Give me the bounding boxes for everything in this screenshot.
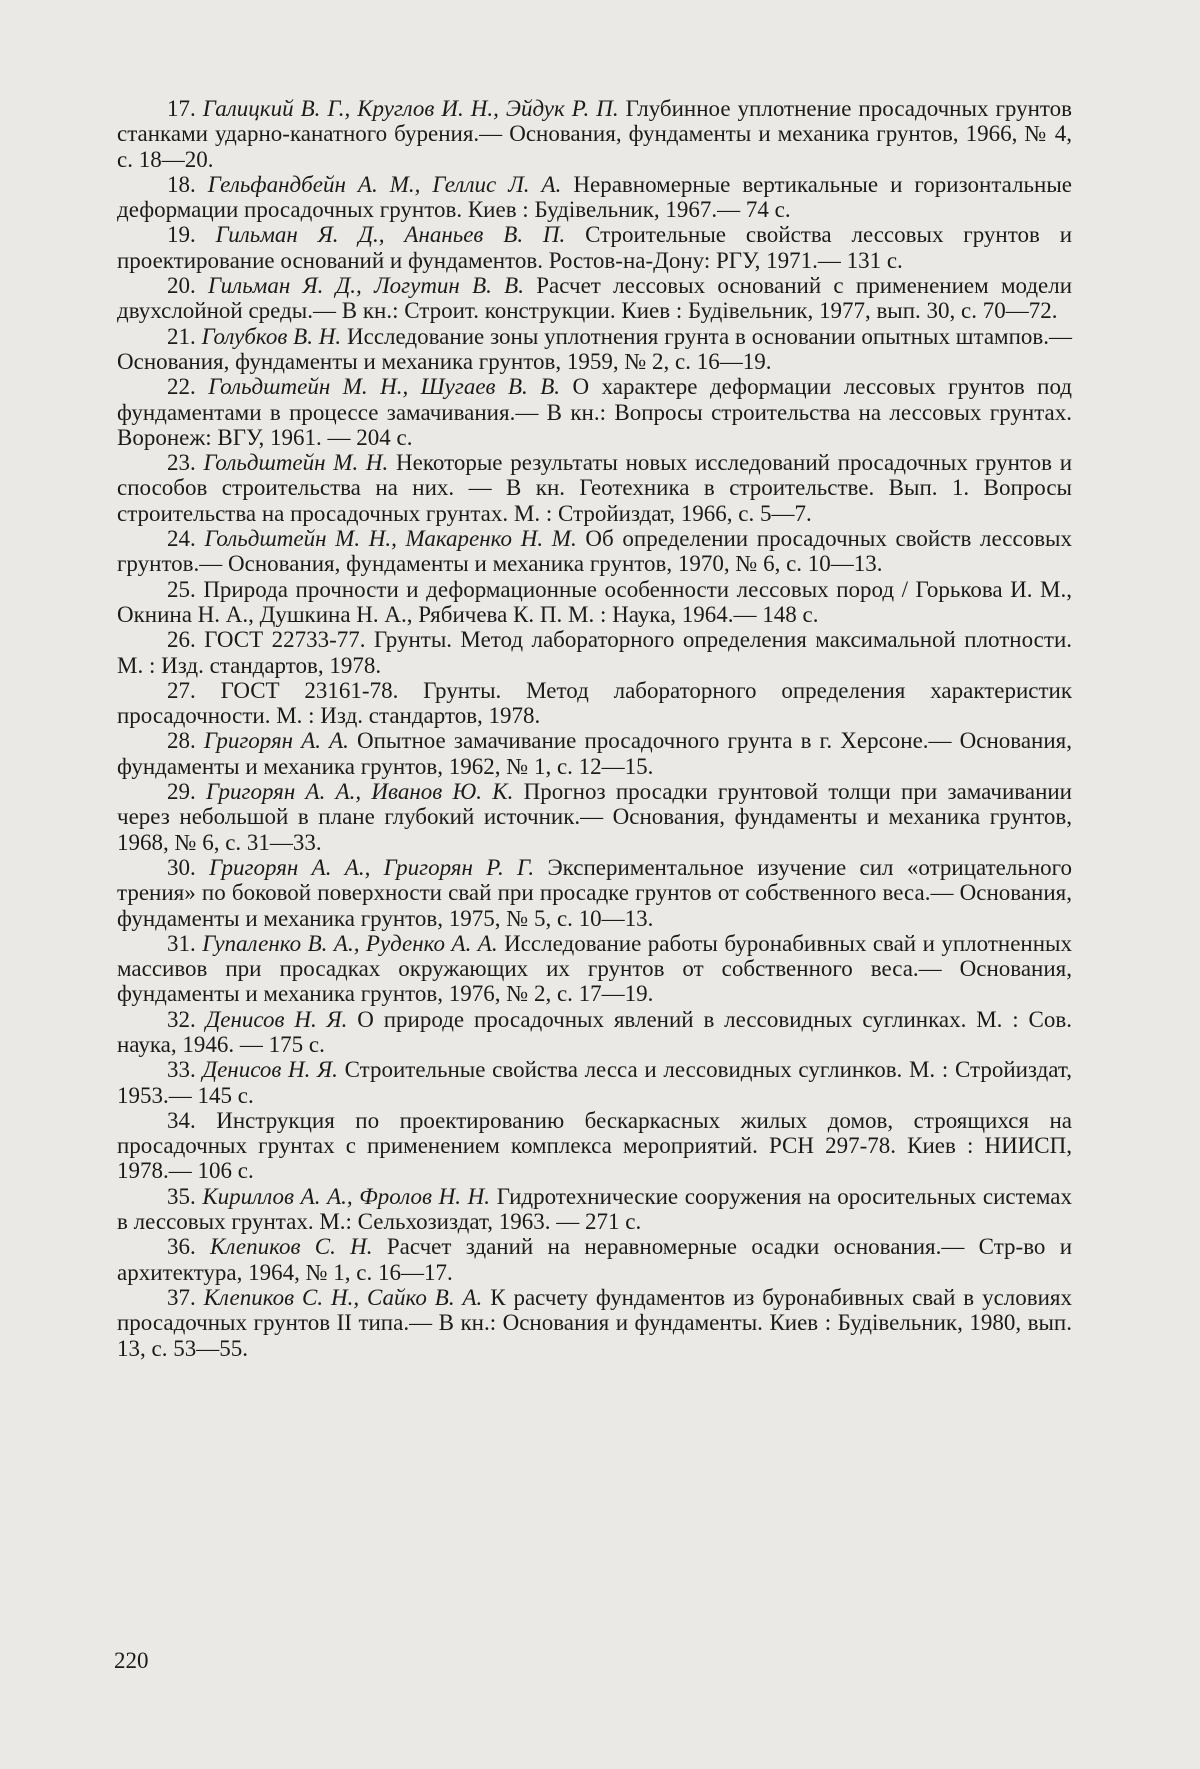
reference-number: 37. — [167, 1284, 196, 1310]
page-number: 220 — [114, 1648, 149, 1673]
reference-text: Опытное замачивание просадочного грунта в г. Херсоне.— Основания, фундаменты и механика грунтов, 1962, № 1, с. 12—15. — [117, 728, 1073, 779]
reference-number: 17. — [167, 96, 196, 121]
reference-authors: Гупаленко В. А., Руденко А. А. — [202, 930, 498, 956]
reference-entry — [117, 1108, 1072, 1184]
reference-entry — [117, 1184, 1072, 1235]
reference-number: 34. — [167, 1107, 196, 1133]
reference-entry — [117, 324, 1072, 375]
reference-number: 25. — [167, 576, 196, 602]
reference-text: ГОСТ 23161-78. Грунты. Метод лабораторного определения характеристик просадочности. М. : Изд. стандартов, 1978. — [117, 677, 1073, 729]
reference-authors: Гольдштейн М. Н. — [203, 450, 389, 476]
reference-authors: Гельфандбейн А. М., Геллис Л. А. — [207, 171, 562, 197]
reference-entry — [117, 1285, 1072, 1361]
reference-authors: Денисов Н. Я. — [202, 1057, 338, 1083]
reference-entry — [117, 627, 1072, 678]
reference-text: Экспериментальное изучение сил «отрицательного трения» по боковой поверхности свай при просадке грунтов от собственного веса.— Основания, фундаменты и механика грунтов, 1975, № 5, с. 10—13. — [117, 854, 1073, 931]
reference-text: Прогноз просадки грунтовой толщи при замачивании через небольшой в плане глубокий источник.— Основания, фундаменты и механика грунтов, 1968, № 6, с. 31—33. — [117, 779, 1072, 855]
reference-text: Неравномерные вертикальные и горизонтальные деформации просадочных грунтов. Киев : Будівельник, 1967.— 74 с. — [117, 171, 1073, 223]
reference-authors: Григорян А. А. — [203, 728, 349, 754]
reference-entry — [117, 855, 1072, 931]
reference-text: Расчет зданий на неравномерные осадки основания.— Стр-во и архитектура, 1964, № 1, с. 16—17. — [117, 1234, 1072, 1285]
reference-text: Гидротехнические сооружения на оросительных системах в лессовых грунтах. М.: Сельхозиздат, 1963. — 271 с. — [117, 1183, 1073, 1235]
reference-number: 35. — [167, 1183, 196, 1209]
reference-entry — [117, 1057, 1072, 1108]
reference-number: 30. — [167, 854, 196, 880]
reference-number: 20. — [167, 273, 196, 299]
reference-authors: Гильман Я. Д., Логутин В. В. — [208, 273, 524, 299]
reference-entry — [117, 1007, 1072, 1058]
reference-entry — [117, 273, 1072, 324]
reference-authors: Голубков В. Н. — [201, 323, 342, 349]
reference-entry — [117, 678, 1072, 729]
reference-authors: Клепиков С. Н., Сайко В. А. — [203, 1284, 483, 1310]
reference-entry — [117, 931, 1072, 1007]
reference-entry — [117, 526, 1072, 577]
reference-entry — [117, 1234, 1072, 1285]
reference-list — [117, 96, 1072, 1361]
reference-text: Исследование зоны уплотнения грунта в основании опытных штампов.— Основания, фундаменты и механика грунтов, 1959, № 2, с. 16—19. — [117, 323, 1073, 374]
reference-entry — [117, 577, 1072, 628]
reference-authors: Григорян А. А., Иванов Ю. К. — [206, 779, 514, 805]
reference-authors: Гольдштейн М. Н., Макаренко Н. М. — [204, 526, 577, 552]
reference-text: ГОСТ 22733-77. Грунты. Метод лабораторного определения максимальной плотности. М. : Изд. стандартов, 1978. — [117, 627, 1072, 678]
reference-text: Об определении просадочных свойств лессовых грунтов.— Основания, фундаменты и механика грунтов, 1970, № 6, с. 10—13. — [117, 526, 1073, 577]
reference-entry — [117, 374, 1072, 450]
reference-authors: Гильман Я. Д., Ананьев В. П. — [215, 222, 566, 248]
reference-text: К расчету фундаментов из буронабивных свай в условиях просадочных грунтов II типа.— В кн.: Основания и фундаменты. Киев : Будівельник, 1980, вып. 13, с. 53—55. — [117, 1284, 1073, 1361]
reference-authors: Клепиков С. Н. — [210, 1234, 373, 1260]
reference-number: 24. — [167, 526, 196, 552]
reference-authors: Денисов Н. Я. — [205, 1006, 348, 1032]
reference-number: 18. — [167, 171, 196, 197]
reference-number: 23. — [167, 450, 196, 476]
reference-number: 28. — [167, 728, 196, 754]
reference-number: 22. — [167, 374, 196, 400]
reference-number: 33. — [167, 1057, 196, 1083]
reference-entry — [117, 222, 1072, 273]
reference-entry — [117, 96, 1072, 172]
reference-number: 26. — [167, 627, 196, 653]
reference-authors: Григорян А. А., Григорян Р. Г. — [209, 854, 535, 880]
reference-entry — [117, 172, 1072, 223]
reference-authors: Гольдштейн М. Н., Шугаев В. В. — [208, 374, 561, 400]
reference-number: 32. — [167, 1006, 196, 1032]
reference-number: 21. — [167, 323, 196, 349]
reference-text: О характере деформации лессовых грунтов под фундаментами в процессе замачивания.— В кн.: Вопросы строительства на лессовых грунтах. Воронеж: ВГУ, 1961. — 204 с. — [117, 374, 1073, 450]
reference-number: 19. — [167, 222, 196, 248]
reference-number: 27. — [167, 677, 196, 703]
reference-number: 31. — [167, 930, 196, 956]
reference-text: Инструкция по проектированию бескаркасных жилых домов, строящихся на просадочных грунтах с применением комплекса мероприятий. РСН 297-78. Киев : НИИСП, 1978.— 106 с. — [117, 1107, 1072, 1184]
reference-number: 29. — [167, 779, 196, 805]
reference-entry — [117, 779, 1072, 855]
reference-text: Некоторые результаты новых исследований просадочных грунтов и способов строительства на них. — В кн. Геотехника в строительстве. Вып. 1. Вопросы строительства на просадочных грунтах. М. : Стройиздат, 1966, с. 5—7. — [117, 450, 1073, 526]
reference-entry — [117, 728, 1072, 779]
reference-authors: Галицкий В. Г., Круглов И. Н., Эйдук Р. П. — [202, 96, 619, 121]
reference-text: Строительные свойства лессовых грунтов и проектирование оснований и фундаментов. Ростов-на-Дону: РГУ, 1971.— 131 с. — [117, 222, 1073, 273]
reference-text: Строительные свойства лесса и лессовидных суглинков. М. : Стройиздат, 1953.— 145 с. — [117, 1057, 1072, 1108]
reference-text: Исследование работы буронабивных свай и уплотненных массивов при просадках окружающих их грунтов от собственного веса.— Основания, фундаменты и механика грунтов, 1976, № 2, с. 17—19. — [117, 930, 1072, 1007]
reference-text: Расчет лессовых оснований с применением модели двухслойной среды.— В кн.: Строит. конструкции. Киев : Будівельник, 1977, вып. 30, с. 70—72. — [117, 273, 1073, 324]
reference-entry — [117, 450, 1072, 526]
reference-text: Глубинное уплотнение просадочных грунтов станками ударно-канатного бурения.— Основания, фундаменты и механика грунтов, 1966, № 4, с. 18—20. — [117, 96, 1073, 172]
reference-text: О природе просадочных явлений в лессовидных суглинках. М. : Сов. наука, 1946. — 175 с. — [117, 1006, 1072, 1057]
reference-number: 36. — [167, 1234, 196, 1260]
reference-text: Природа прочности и деформационные особенности лессовых пород / Горькова И. М., Окнина Н. А., Душкина Н. А., Рябичева К. П. М. : Наука, 1964.— 148 с. — [117, 576, 1072, 627]
reference-authors: Кириллов А. А., Фролов Н. Н. — [202, 1183, 491, 1209]
